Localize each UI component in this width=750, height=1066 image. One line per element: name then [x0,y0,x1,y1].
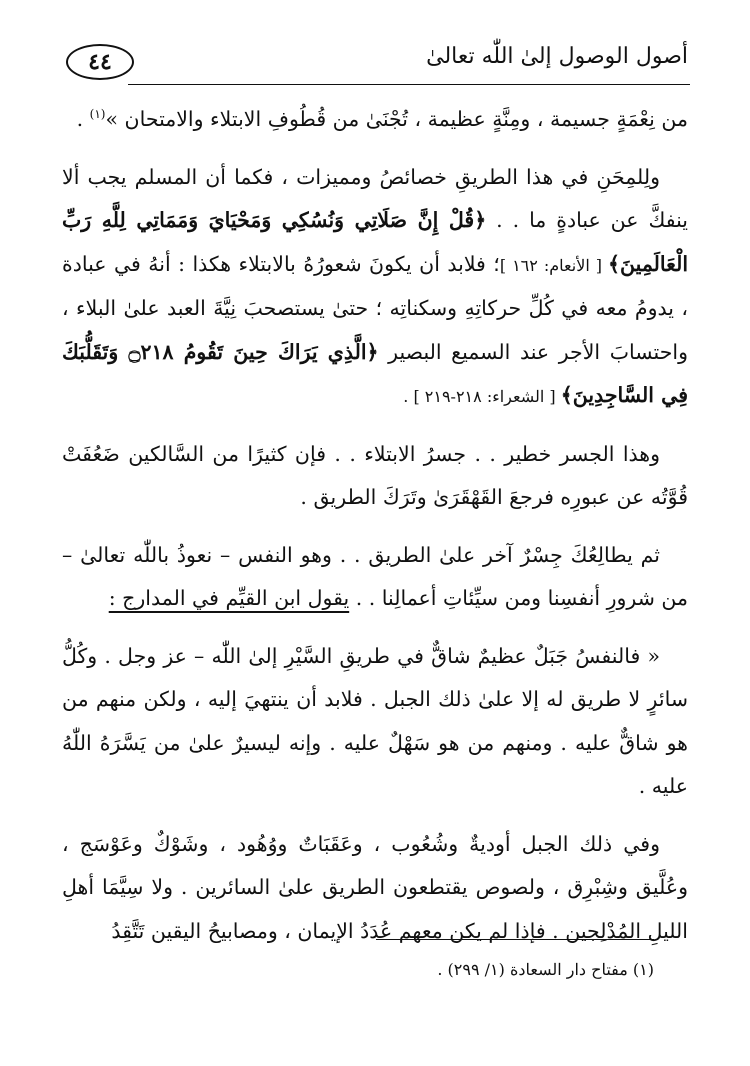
paragraph-2-text-a: ولِلمِحَنِ في هذا الطريقِ خصائصُ ومميزات ، فكما أن المسلم يجب ألا ينفكَّ عن عبادةٍ ما . . [62,164,688,232]
body-text [62,98,688,967]
paragraph-2 [62,156,688,419]
page-number: ٤٤ [88,49,112,75]
paragraph-1 [62,98,688,142]
footnote: (١) مفتاح دار السعادة (١/ ٢٩٩) . [437,960,654,979]
paragraph-3: وهذا الجسر خطير . . جسرُ الابتلاء . . فإن كثيرًا من السَّالكين ضَعُفَتْ قُوَّتُه عن عبورِه فرجعَ القَهْقَرَىٰ وتَرَكَ الطريق . [62,441,688,509]
quran-verse-shuara: ﴿الَّذِي يَرَاكَ حِينَ تَقُومُ ۝٢١٨ وَتَقَلُّبَكَ فِي السَّاجِدِينَ﴾ [62,339,688,407]
running-title: أصول الوصول إلىٰ اللّٰه تعالىٰ [426,44,688,69]
paragraph-1-text: من نِعْمَةٍ جسيمة ، ومِنَّةٍ عظيمة ، تُجْنَىٰ من قُطُوفِ الابتلاء والامتحان » [105,107,688,131]
paragraph-2-text-b: ؛ فلابد أن يكونَ شعورُهُ بالابتلاء هكذا : أنهُ في عبادة ، يدومُ معه في كُلِّ حركاتِهِ وسكناتِه ؛ حتىٰ يستصحبَ نِيَّةَ العبد علىٰ البلاء ، واحتسابَ الأجر عند السميع البصير [62,251,688,364]
paragraph-1-end: . [76,107,90,131]
paragraph-5-quote: « فالنفسُ جَبَلٌ عظيمٌ شاقٌّ في طريقِ السَّيْرِ إلىٰ اللّٰه – عز وجل . وكُلُّ سائرٍ لا طريق له إلا علىٰ ذلك الجبل . فلابد أن ينتهيَ إليه ، ولكن منهم من هو شاقٌّ عليه . ومنهم من هو سَهْلٌ عليه . وإنه ليسيرٌ علىٰ من يَسَّرَهُ اللّٰهُ عليه . [62,643,688,798]
footnote-marker: (١) [89,107,106,122]
paragraph-6: وفي ذلك الجبل أوديةٌ وشُعُوب ، وعَقَبَاتٌ ووُهُود ، وشَوْكٌ وعَوْسَج ، وعُلَّيق وشِبْرِق ، ولصوص يقتطعون الطريق علىٰ السائرين . ولا سِيَّمَا أهلِ الليلِ المُدْلِجين . فإذا لم يكن معهم عُدَدُ الإيمان ، ومصابيحُ اليقين تَتَّقِدُ [62,831,688,943]
page-number-badge [66,44,134,80]
header-rule [128,84,690,85]
paragraph-4 [62,534,688,621]
verse-reference-shuara: [ الشعراء: ٢١٨-٢١٩ ] . [403,387,561,406]
paragraph-4-text: ثم يطالِعُكَ جِسْرٌ آخر علىٰ الطريق . . وهو النفس – نعوذُ باللّٰه تعالىٰ – من شرورِ أنفسِنا ومن سيِّئاتِ أعمالِنا . . [62,542,688,610]
ibn-qayyim-quote-intro: يقول ابن القيِّم في المدارج : [108,586,350,610]
footnote-rule [376,939,654,940]
page-header [62,36,690,86]
quran-verse-anam: ﴿قُلْ إِنَّ صَلَاتِي وَنُسُكِي وَمَحْيَايَ وَمَمَاتِي لِلَّهِ رَبِّ الْعَالَمِينَ﴾ [62,208,689,276]
verse-reference-anam: [ الأنعام: ١٦٢ ] [499,255,609,275]
